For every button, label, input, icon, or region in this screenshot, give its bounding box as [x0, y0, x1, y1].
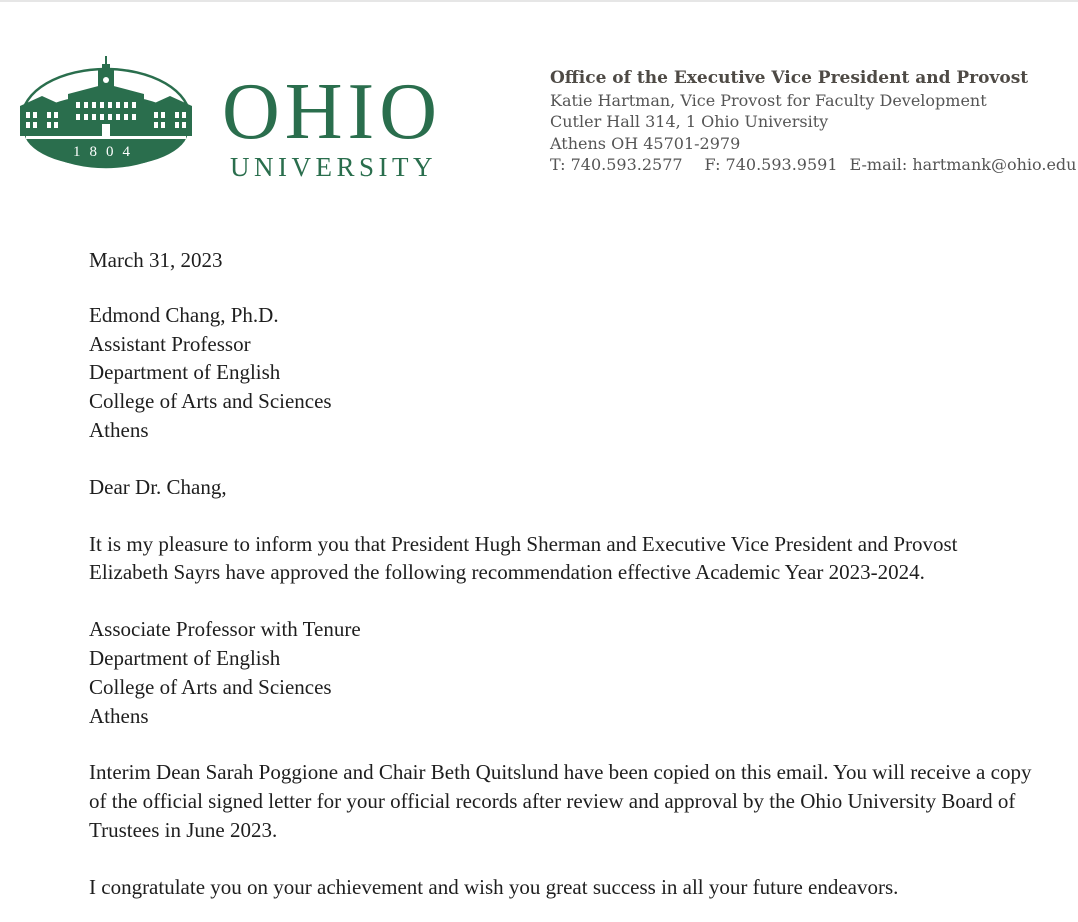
- appointment-department: Department of English: [89, 645, 281, 670]
- office-address-line1: Cutler Hall 314, 1 Ohio University: [550, 112, 829, 131]
- recipient-name: Edmond Chang, Ph.D.: [89, 302, 279, 327]
- appointment-college: College of Arts and Sciences: [89, 674, 332, 699]
- appointment-rank: Associate Professor with Tenure: [89, 617, 361, 642]
- recipient-title: Assistant Professor: [89, 331, 251, 356]
- appointment-details: [89, 615, 1049, 730]
- letter-date: March 31, 2023: [89, 248, 223, 272]
- cutler-hall-seal-icon: [16, 56, 196, 171]
- wordmark-university: UNIVERSITY: [230, 152, 437, 182]
- intro-line-2: Elizabeth Sayrs have approved the following recommendation effective Academic Year 2023-2024.: [89, 560, 925, 585]
- recipient-department: Department of English: [89, 360, 281, 385]
- copy-line-3: Trustees in June 2023.: [89, 817, 278, 842]
- office-title: Office of the Executive Vice President and Provost: [550, 68, 1029, 88]
- seal-year: 1804: [73, 144, 139, 160]
- recipient-address: [89, 301, 1049, 445]
- salutation: Dear Dr. Chang,: [89, 474, 227, 499]
- intro-line-1: It is my pleasure to inform you that President Hugh Sherman and Executive Vice President and Provost: [89, 531, 958, 556]
- copy-line-2: of the official signed letter for your official records after review and approval by the Ohio University Board of: [89, 789, 1016, 814]
- closing-line: I congratulate you on your achievement and wish you great success in all your future endeavors.: [89, 874, 899, 899]
- intro-paragraph: [89, 530, 1049, 588]
- wordmark: [222, 68, 442, 182]
- appointment-campus: Athens: [89, 703, 149, 728]
- office-contact-line: [550, 154, 1077, 176]
- top-border: [0, 0, 1078, 2]
- office-person: Katie Hartman, Vice Provost for Faculty Development: [550, 90, 987, 110]
- office-address-line2: Athens OH 45701-2979: [550, 133, 741, 153]
- copy-line-1: Interim Dean Sarah Poggione and Chair Beth Quitslund have been copied on this email. You will receive a copy: [89, 760, 1032, 785]
- office-fax: F: 740.593.9591: [704, 155, 838, 174]
- ohio-university-logo: [16, 56, 466, 181]
- recipient-college: College of Arts and Sciences: [89, 389, 332, 414]
- office-email[interactable]: E-mail: hartmank@ohio.edu: [849, 155, 1077, 174]
- wordmark-ohio: OHIO: [222, 68, 442, 156]
- recipient-campus: Athens: [89, 417, 149, 442]
- office-phone: T: 740.593.2577: [550, 155, 683, 174]
- letter-body: [89, 246, 1049, 902]
- copy-notice-paragraph: [89, 758, 1049, 844]
- office-letterhead-block: [550, 68, 1077, 176]
